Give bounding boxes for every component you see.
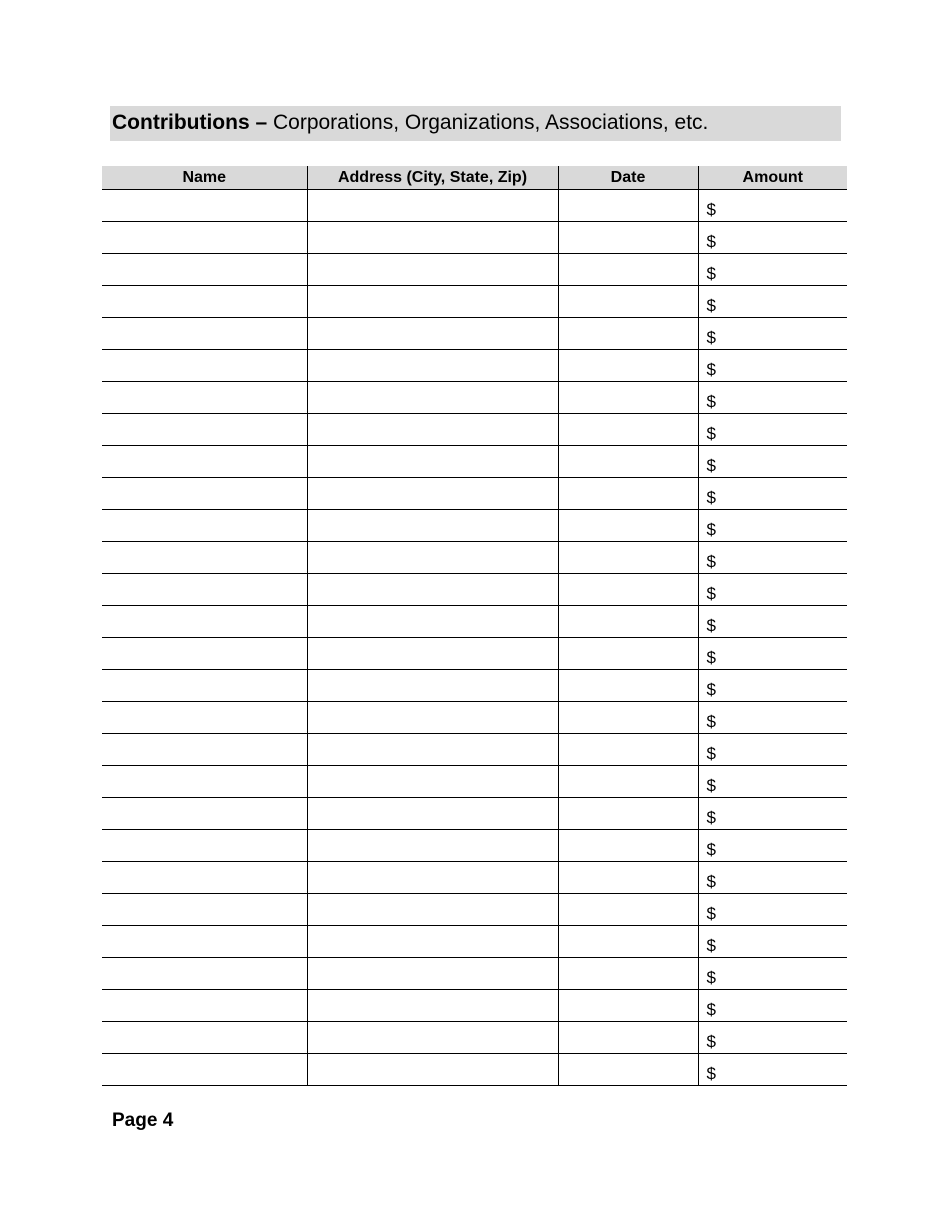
column-header-name: Name [102,166,307,190]
table-row [102,222,847,254]
date-cell[interactable] [558,190,698,222]
date-cell[interactable] [558,926,698,958]
amount-cell[interactable] [698,446,847,478]
name-cell[interactable] [102,222,307,254]
amount-cell[interactable] [698,510,847,542]
name-cell[interactable] [102,574,307,606]
address-cell[interactable] [307,286,558,318]
table-row [102,798,847,830]
address-cell[interactable] [307,414,558,446]
amount-cell[interactable] [698,286,847,318]
amount-cell[interactable] [698,830,847,862]
address-cell[interactable] [307,254,558,286]
table-row [102,862,847,894]
currency-symbol: $ [706,840,716,859]
currency-symbol: $ [706,1000,716,1019]
currency-symbol: $ [706,520,716,539]
amount-cell[interactable] [698,798,847,830]
address-cell[interactable] [307,1054,558,1086]
name-cell[interactable] [102,542,307,574]
currency-symbol: $ [706,648,716,667]
amount-cell[interactable] [698,222,847,254]
table-row [102,734,847,766]
amount-cell[interactable] [698,318,847,350]
currency-symbol: $ [706,808,716,827]
amount-cell[interactable] [698,734,847,766]
section-title-subtitle: Corporations, Organizations, Associations, etc. [267,111,709,134]
address-cell[interactable] [307,734,558,766]
currency-symbol: $ [706,424,716,443]
address-cell[interactable] [307,1022,558,1054]
column-header-amount: Amount [698,166,847,190]
table-header-row [102,166,847,190]
currency-symbol: $ [706,872,716,891]
amount-cell[interactable] [698,958,847,990]
date-cell[interactable] [558,350,698,382]
amount-cell[interactable] [698,670,847,702]
table-row [102,1054,847,1086]
name-cell[interactable] [102,830,307,862]
amount-cell[interactable] [698,350,847,382]
currency-symbol: $ [706,392,716,411]
name-cell[interactable] [102,254,307,286]
date-cell[interactable] [558,318,698,350]
table-row [102,926,847,958]
address-cell[interactable] [307,862,558,894]
name-cell[interactable] [102,862,307,894]
currency-symbol: $ [706,584,716,603]
currency-symbol: $ [706,328,716,347]
table-row [102,958,847,990]
name-cell[interactable] [102,894,307,926]
date-cell[interactable] [558,414,698,446]
table-row [102,510,847,542]
table-row [102,478,847,510]
date-cell[interactable] [558,1054,698,1086]
date-cell[interactable] [558,990,698,1022]
date-cell[interactable] [558,286,698,318]
address-cell[interactable] [307,350,558,382]
currency-symbol: $ [706,200,716,219]
address-cell[interactable] [307,478,558,510]
column-header-address: Address (City, State, Zip) [307,166,558,190]
name-cell[interactable] [102,478,307,510]
table-row [102,318,847,350]
address-cell[interactable] [307,990,558,1022]
section-title [110,106,841,141]
date-cell[interactable] [558,1022,698,1054]
table-body [102,190,847,1086]
table-row [102,766,847,798]
amount-cell[interactable] [698,382,847,414]
amount-cell[interactable] [698,894,847,926]
amount-cell[interactable] [698,542,847,574]
currency-symbol: $ [706,264,716,283]
currency-symbol: $ [706,616,716,635]
date-cell[interactable] [558,606,698,638]
date-cell[interactable] [558,222,698,254]
name-cell[interactable] [102,734,307,766]
currency-symbol: $ [706,232,716,251]
currency-symbol: $ [706,712,716,731]
amount-cell[interactable] [698,702,847,734]
name-cell[interactable] [102,926,307,958]
amount-cell[interactable] [698,1022,847,1054]
date-cell[interactable] [558,510,698,542]
date-cell[interactable] [558,894,698,926]
name-cell[interactable] [102,798,307,830]
currency-symbol: $ [706,552,716,571]
date-cell[interactable] [558,862,698,894]
table-row [102,894,847,926]
name-cell[interactable] [102,990,307,1022]
address-cell[interactable] [307,926,558,958]
currency-symbol: $ [706,296,716,315]
address-cell[interactable] [307,318,558,350]
name-cell[interactable] [102,414,307,446]
section-title-bold: Contributions – [112,111,268,134]
date-cell[interactable] [558,958,698,990]
table-row [102,702,847,734]
date-cell[interactable] [558,478,698,510]
date-cell[interactable] [558,542,698,574]
amount-cell[interactable] [698,990,847,1022]
currency-symbol: $ [706,744,716,763]
date-cell[interactable] [558,734,698,766]
currency-symbol: $ [706,776,716,795]
name-cell[interactable] [102,766,307,798]
table-row [102,414,847,446]
table-row [102,542,847,574]
currency-symbol: $ [706,1064,716,1083]
address-cell[interactable] [307,382,558,414]
address-cell[interactable] [307,702,558,734]
date-cell[interactable] [558,254,698,286]
date-cell[interactable] [558,446,698,478]
currency-symbol: $ [706,904,716,923]
address-cell[interactable] [307,830,558,862]
table-row [102,350,847,382]
address-cell[interactable] [307,606,558,638]
table-row [102,830,847,862]
table-row [102,190,847,222]
table-row [102,446,847,478]
name-cell[interactable] [102,670,307,702]
table-row [102,638,847,670]
amount-cell[interactable] [698,574,847,606]
currency-symbol: $ [706,680,716,699]
address-cell[interactable] [307,766,558,798]
address-cell[interactable] [307,446,558,478]
address-cell[interactable] [307,542,558,574]
name-cell[interactable] [102,1054,307,1086]
currency-symbol: $ [706,360,716,379]
amount-cell[interactable] [698,926,847,958]
currency-symbol: $ [706,936,716,955]
name-cell[interactable] [102,606,307,638]
currency-symbol: $ [706,968,716,987]
amount-cell[interactable] [698,190,847,222]
name-cell[interactable] [102,190,307,222]
date-cell[interactable] [558,638,698,670]
name-cell[interactable] [102,382,307,414]
name-cell[interactable] [102,958,307,990]
address-cell[interactable] [307,638,558,670]
amount-cell[interactable] [698,478,847,510]
name-cell[interactable] [102,350,307,382]
name-cell[interactable] [102,318,307,350]
column-header-date: Date [558,166,698,190]
amount-cell[interactable] [698,862,847,894]
address-cell[interactable] [307,510,558,542]
amount-cell[interactable] [698,414,847,446]
table-row [102,990,847,1022]
date-cell[interactable] [558,766,698,798]
amount-cell[interactable] [698,638,847,670]
name-cell[interactable] [102,638,307,670]
table-row [102,286,847,318]
address-cell[interactable] [307,574,558,606]
date-cell[interactable] [558,670,698,702]
date-cell[interactable] [558,830,698,862]
date-cell[interactable] [558,798,698,830]
table-row [102,254,847,286]
table-row [102,670,847,702]
name-cell[interactable] [102,510,307,542]
name-cell[interactable] [102,1022,307,1054]
table-row [102,574,847,606]
address-cell[interactable] [307,670,558,702]
address-cell[interactable] [307,894,558,926]
address-cell[interactable] [307,190,558,222]
currency-symbol: $ [706,1032,716,1051]
amount-cell[interactable] [698,1054,847,1086]
name-cell[interactable] [102,702,307,734]
amount-cell[interactable] [698,254,847,286]
contributions-table [102,166,847,1086]
address-cell[interactable] [307,958,558,990]
table-row [102,1022,847,1054]
date-cell[interactable] [558,702,698,734]
date-cell[interactable] [558,382,698,414]
date-cell[interactable] [558,574,698,606]
name-cell[interactable] [102,286,307,318]
address-cell[interactable] [307,222,558,254]
page-number: Page 4 [112,1110,174,1131]
currency-symbol: $ [706,488,716,507]
table-row [102,606,847,638]
name-cell[interactable] [102,446,307,478]
amount-cell[interactable] [698,606,847,638]
amount-cell[interactable] [698,766,847,798]
address-cell[interactable] [307,798,558,830]
currency-symbol: $ [706,456,716,475]
table-row [102,382,847,414]
